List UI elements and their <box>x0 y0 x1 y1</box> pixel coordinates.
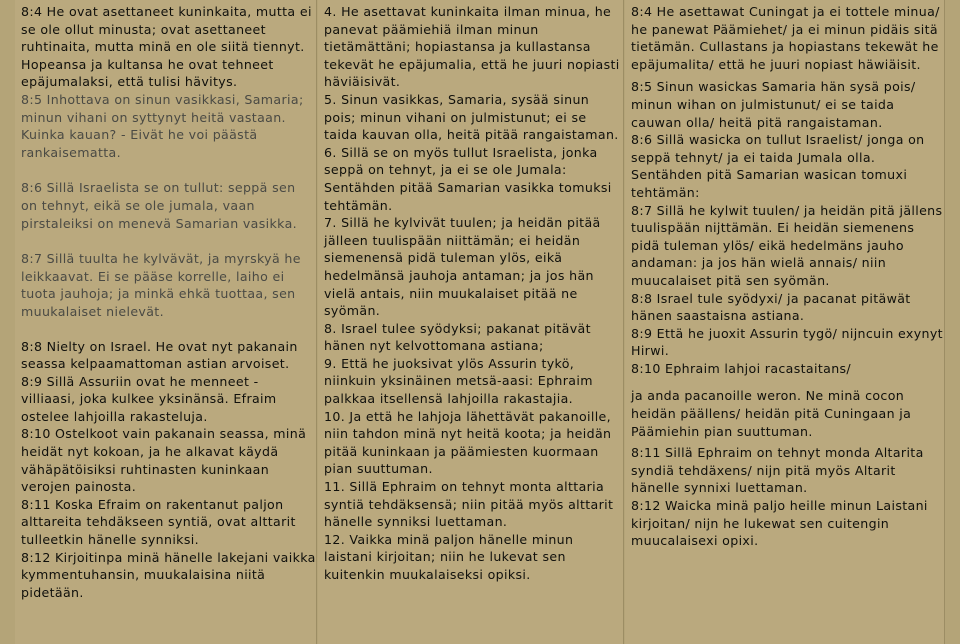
verse-paragraph: 8:10 Ephraim lahjoi racastaitans/ <box>631 360 852 376</box>
right-column <box>625 0 945 644</box>
verse-paragraph: 8:6 Sillä wasicka on tullut Israelist/ jonga on seppä tehnyt/ ja ei taida Jumala olla. Sentähden pitä Samarian wasican tomuxi tehtämän: <box>631 132 925 200</box>
verse-paragraph: ja anda pacanoille weron. Ne minä cocon heidän päällens/ heidän pitä Cuningaan ja Päämiehin pian suuttuman. <box>631 388 912 439</box>
verse-paragraph: 8:10 Ostelkoot vain pakanain seassa, minä heidät nyt kokoan, ja he alkavat käydä vähäpätöisiksi ruhtinasten kuninkaan verojen painosta. <box>21 426 307 495</box>
verse-paragraph: 12. Vaikka minä paljon hänelle minun laistani kirjoitan; niin he lukevat sen kuitenkin muukalaiseksi opiksi. <box>324 531 574 582</box>
verse-paragraph: 8:9 Että he juoxit Assurin tygö/ nijncuin exynyt Hirwi. <box>631 325 943 359</box>
verse-paragraph: 4. He asettavat kuninkaita ilman minua, he panevat päämiehiä ilman minun tietämättäni; hopiastansa ja kullastansa tekevät he epäjumalia, että he juuri nopiasti häviäisivät. <box>324 4 620 90</box>
verse-paragraph: 9. Että he juoksivat ylös Assurin tykö, niinkuin yksinäinen metsä-aasi: Ephraim palkkaa itsellensä lahjoilla rakastajia. <box>324 355 593 407</box>
left-column-text <box>15 0 316 601</box>
middle-column <box>318 0 624 644</box>
verse-paragraph: 8:9 Sillä Assuriin ovat he menneet - villiaasi, joka kulkee yksinänsä. Efraim ostelee lahjoilla rakasteluja. <box>21 373 277 424</box>
verse-paragraph: 8:7 Sillä he kylwit tuulen/ ja heidän pitä jällens tuulispään nijttämän. Ei heidän siemenens pidä tuleman ylös/ eikä hedelmäns jauho andaman: ja jos hän wielä annais/ niin muucalaiset pitä sen syömän. <box>631 202 943 288</box>
verse-paragraph: 11. Sillä Ephraim on tehnyt monta alttaria syntiä tehdäksensä; niin pitää myös alttarit hänelle synniksi luettaman. <box>324 479 614 530</box>
verse-paragraph: 8:12 Waicka minä paljo heille minun Laistani kirjoitan/ nijn he lukewat sen cuitengin muucalaisexi opixi. <box>631 498 928 549</box>
verse-paragraph: 8:5 Sinun wasickas Samaria hän sysä pois/ minun wihan on julmistunut/ ei se taida cauwan olla/ heitä pitä rangaistaman. <box>631 79 916 130</box>
verse-paragraph: 8:6 Sillä Israelista se on tullut: seppä sen on tehnyt, eikä se ole jumala, vaan pirstaleiksi on menevä Samarian vasikka. <box>21 180 297 231</box>
verse-paragraph: 8:12 Kirjoitinpa minä hänelle lakejani vaikka kymmentuhansin, muukalaisina niitä pidetään. <box>21 549 316 600</box>
verse-paragraph: 8:11 Koska Efraim on rakentanut paljon alttareita tehdäkseen syntiä, ovat alttarit tulleetkin hänelle synniksi. <box>21 496 296 548</box>
verse-paragraph: 8. Israel tulee syödyksi; pakanat pitävät hänen nyt kelvottomana astiana; <box>324 320 591 354</box>
verse-paragraph: 6. Sillä se on myös tullut Israelista, jonka seppä on tehnyt, ja ei se ole Jumala: Sentähden pitää Samarian vasikka tomuksi tehtämän. <box>324 144 612 213</box>
left-column <box>15 0 317 644</box>
verse-paragraph: 8:8 Nielty on Israel. He ovat nyt pakanain seassa kelpaamattoman astian arvoiset. <box>21 338 298 372</box>
right-column-text <box>625 0 944 550</box>
verse-paragraph: 8:4 He ovat asettaneet kuninkaita, mutta ei se ole ollut minusta; ovat asettaneet ruhtinaita, mutta minä en ole siitä tiennyt. Hopeansa ja kultansa he ovat tehneet epäjumalaksi, että tulisi hävitys. <box>21 4 312 90</box>
verse-paragraph: 8:8 Israel tule syödyxi/ ja pacanat pitäwät hänen saastaisna astiana. <box>631 290 911 324</box>
verse-paragraph: 8:5 Inhottava on sinun vasikkasi, Samaria; minun vihani on syttynyt heitä vastaan. Kuinka kauan? - Eivät he voi päästä rankaisematta. <box>21 91 304 160</box>
verse-paragraph: 8:7 Sillä tuulta he kylvävät, ja myrskyä he leikkaavat. Ei se pääse korrelle, laiho ei tuota jauhoja; ja minkä ehkä tuottaa, sen muukalaiset nielevät. <box>21 251 301 319</box>
verse-paragraph: 8:4 He asettawat Cuningat ja ei tottele minua/ he panewat Päämiehet/ ja ei minun pidäis sitä tietämän. Cullastans ja hopiastans tekewät he epäjumalita/ että he juuri nopiast häwiäisit. <box>631 4 940 72</box>
verse-paragraph: 5. Sinun vasikkas, Samaria, sysää sinun pois; minun vihani on julmistunut; ei se taida kauvan olla, heitä pitää rangaistaman. <box>324 91 619 143</box>
middle-column-text <box>318 0 623 584</box>
verse-paragraph: 7. Sillä he kylvivät tuulen; ja heidän pitää jälleen tuulispään niittämän; ei heidän siemenensä pidä tuleman ylös, eikä hedelmänsä jauhoja antaman; ja jos hän vielä antais, niin muukalaiset pitää ne syömän. <box>324 215 601 319</box>
verse-paragraph: 8:11 Sillä Ephraim on tehnyt monda Altarita syndiä tehdäxens/ nijn pitä myös Altarit hänelle synnixi luettaman. <box>631 445 924 496</box>
verse-paragraph: 10. Ja että he lahjoja lähettävät pakanoille, niin tahdon minä nyt heitä koota; ja heidän pitää kuninkaan ja päämiesten kuormaan pian suuttuman. <box>324 408 612 477</box>
